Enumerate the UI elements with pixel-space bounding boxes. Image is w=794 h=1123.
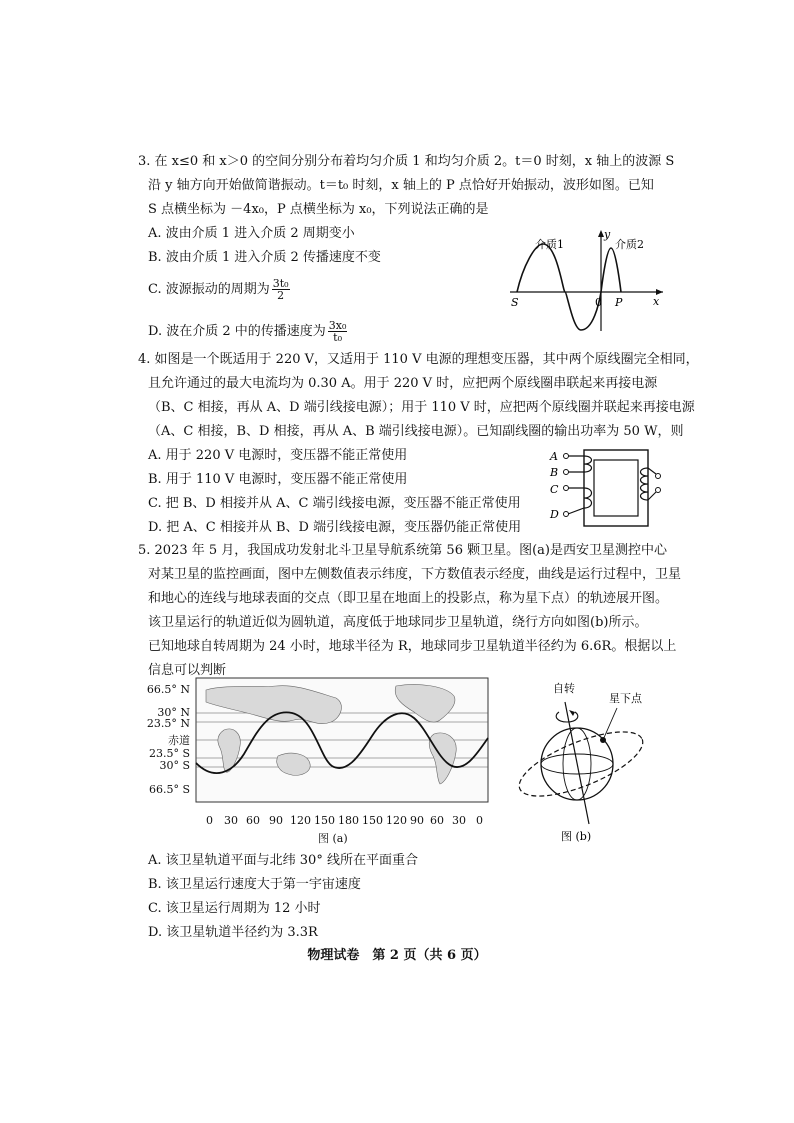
q4-stem-line-4: （A、C 相接，B、D 相接，再从 A、B 端引线接电源）。已知副线圈的输出功率为 50 W，则 [148,424,684,439]
map-lon-30e: 30 [452,814,466,827]
q4-stem-line-2: 且允许通过的最大电流均为 0.30 A。用于 220 V 时，应把两个原线圈串联起来再接电源 [148,376,658,391]
q3-medium1-label: 介质1 [535,238,564,251]
q3-stem-line-3: S 点横坐标为 －4x₀，P 点横坐标为 x₀，下列说法正确的是 [148,202,489,217]
map-lat-equator: 赤道 [168,734,190,747]
q5-stem-line-2: 对某卫星的监控画面，图中左侧数值表示纬度，下方数值表示经度，曲线是运行过程中，卫星 [148,567,682,582]
q5-stem-line-3: 和地心的连线与地球表面的交点（即卫星在地面上的投影点，称为星下点）的轨迹展开图。 [148,591,669,606]
map-lon-30w: 30 [224,814,238,827]
q3-option-d-fraction [328,320,348,343]
q4-secondary-leads [648,468,656,500]
q5-figure-b [505,672,665,842]
q3-stem-line-1: 3. 在 x≤0 和 x＞0 的空间分别分布着均匀介质 1 和均匀介质 2。t＝0 时刻，x 轴上的波源 S [138,154,675,169]
q4-label-b: B [550,466,559,479]
q3-option-d-numerator: 3x₀ [328,319,347,332]
q4-secondary-coil [641,468,649,500]
map-lon-60w: 60 [246,814,260,827]
q3-x-label: x [653,295,660,308]
q3-y-label: y [604,228,611,241]
q4-stem-line-3: （B、C 相接，再从 A、D 端引线接电源）；用于 110 V 时，应把两个原线圈并联起来再接电源 [148,400,695,415]
q3-option-d-denominator: t₀ [333,331,342,344]
q4-output-terminal-2 [656,488,661,493]
map-lat-66n: 66.5° N [146,683,190,696]
q3-origin-label: 0 [595,296,602,309]
q4-label-d: D [550,508,559,521]
q5-option-c: C. 该卫星运行周期为 12 小时 [148,901,321,916]
map-lon-0: 0 [206,814,213,827]
q5-figure-a-caption: 图 (a) [318,832,348,845]
figb-orbit [512,719,651,809]
q3-option-d-text: D. 波在介质 2 中的传播速度为 [148,324,326,339]
q3-s-label: S [511,296,519,309]
map-lat-23s: 23.5° S [148,747,190,760]
map-lat-23n: 23.5° N [146,717,190,730]
q4-terminal-c [564,486,569,491]
q4-primary-coil-2 [568,488,592,514]
q3-waveform [517,244,621,330]
q4-primary-coil-1 [568,456,592,472]
q3-option-c-fraction [272,278,290,301]
map-lon-150e: 150 [362,814,383,827]
q4-core-inner [594,460,638,516]
map-lat-66s: 66.5° S [148,783,190,796]
q3-option-a: A. 波由介质 1 进入介质 2 周期变小 [148,226,355,241]
q3-option-d [148,320,347,343]
figb-subpoint-label: 星下点 [609,692,642,705]
map-lon-90e: 90 [410,814,424,827]
q5-option-b: B. 该卫星运行速度大于第一宇宙速度 [148,877,361,892]
q3-option-c-text: C. 波源振动的周期为 [148,282,270,297]
q4-output-terminal-1 [656,474,661,479]
q3-option-c-denominator: 2 [277,289,285,302]
q5-option-a: A. 该卫星轨道平面与北纬 30° 线所在平面重合 [148,853,418,868]
figb-rotation-label: 自转 [553,682,575,695]
q5-stem-line-4: 该卫星运行的轨道近似为圆轨道，高度低于地球同步卫星轨道，绕行方向如图(b)所示。 [148,615,648,630]
q5-stem-line-6: 信息可以判断 [148,663,227,678]
q4-option-b: B. 用于 110 V 电源时，变压器不能正常使用 [148,472,408,487]
q4-transformer-figure [546,444,666,530]
q4-terminal-a [564,454,569,459]
map-lat-30s: 30° S [159,759,190,772]
map-lon-0-end: 0 [476,814,483,827]
page-footer: 物理试卷 第 2 页（共 6 页） [307,948,487,963]
q3-stem-line-2: 沿 y 轴方向开始做简谐振动。t＝t₀ 时刻，x 轴上的 P 点恰好开始振动，波形如图。已知 [148,178,654,193]
map-lon-150w: 150 [314,814,335,827]
q3-medium2-label: 介质2 [615,238,644,251]
figb-subpoint-leader [603,708,617,740]
map-lon-60e: 60 [430,814,444,827]
q3-wave-figure [505,226,670,338]
q4-stem-line-1: 4. 如图是一个既适用于 220 V，又适用于 110 V 电源的理想变压器，其中两个原线圈完全相同， [138,352,699,367]
map-lon-180: 180 [338,814,359,827]
q3-option-c-numerator: 3t₀ [272,277,289,290]
q4-label-c: C [550,483,559,496]
q3-option-b: B. 波由介质 1 进入介质 2 传播速度不变 [148,250,381,265]
figb-rotation-arrowhead [569,710,575,716]
q3-p-label: P [615,296,623,309]
figb-rotation-axis [565,702,589,824]
map-lat-30n: 30° N [157,706,190,719]
q4-option-c: C. 把 B、D 相接并从 A、C 端引线接电源，变压器不能正常使用 [148,496,521,511]
q4-terminal-d [564,512,569,517]
q4-option-d: D. 把 A、C 相接并从 B、D 端引线接电源，变压器仍能正常使用 [148,520,522,535]
q5-stem-line-5: 已知地球自转周期为 24 小时，地球半径为 R，地球同步卫星轨道半径约为 6.6R。根据以上 [148,639,677,654]
q4-terminal-b [564,470,569,475]
q3-option-c [148,278,290,301]
map-lon-120w: 120 [290,814,311,827]
q4-label-a: A [550,450,558,463]
map-lon-120e: 120 [386,814,407,827]
map-lon-90w: 90 [269,814,283,827]
q5-option-d: D. 该卫星轨道半径约为 3.3R [148,925,318,940]
q4-option-a: A. 用于 220 V 电源时，变压器不能正常使用 [148,448,408,463]
q5-figure-b-caption: 图 (b) [561,830,592,843]
q5-stem-line-1: 5. 2023 年 5 月，我国成功发射北斗卫星导航系统第 56 颗卫星。图(a)是西安卫星测控中心 [138,543,667,558]
q5-ground-track-map [196,678,488,802]
